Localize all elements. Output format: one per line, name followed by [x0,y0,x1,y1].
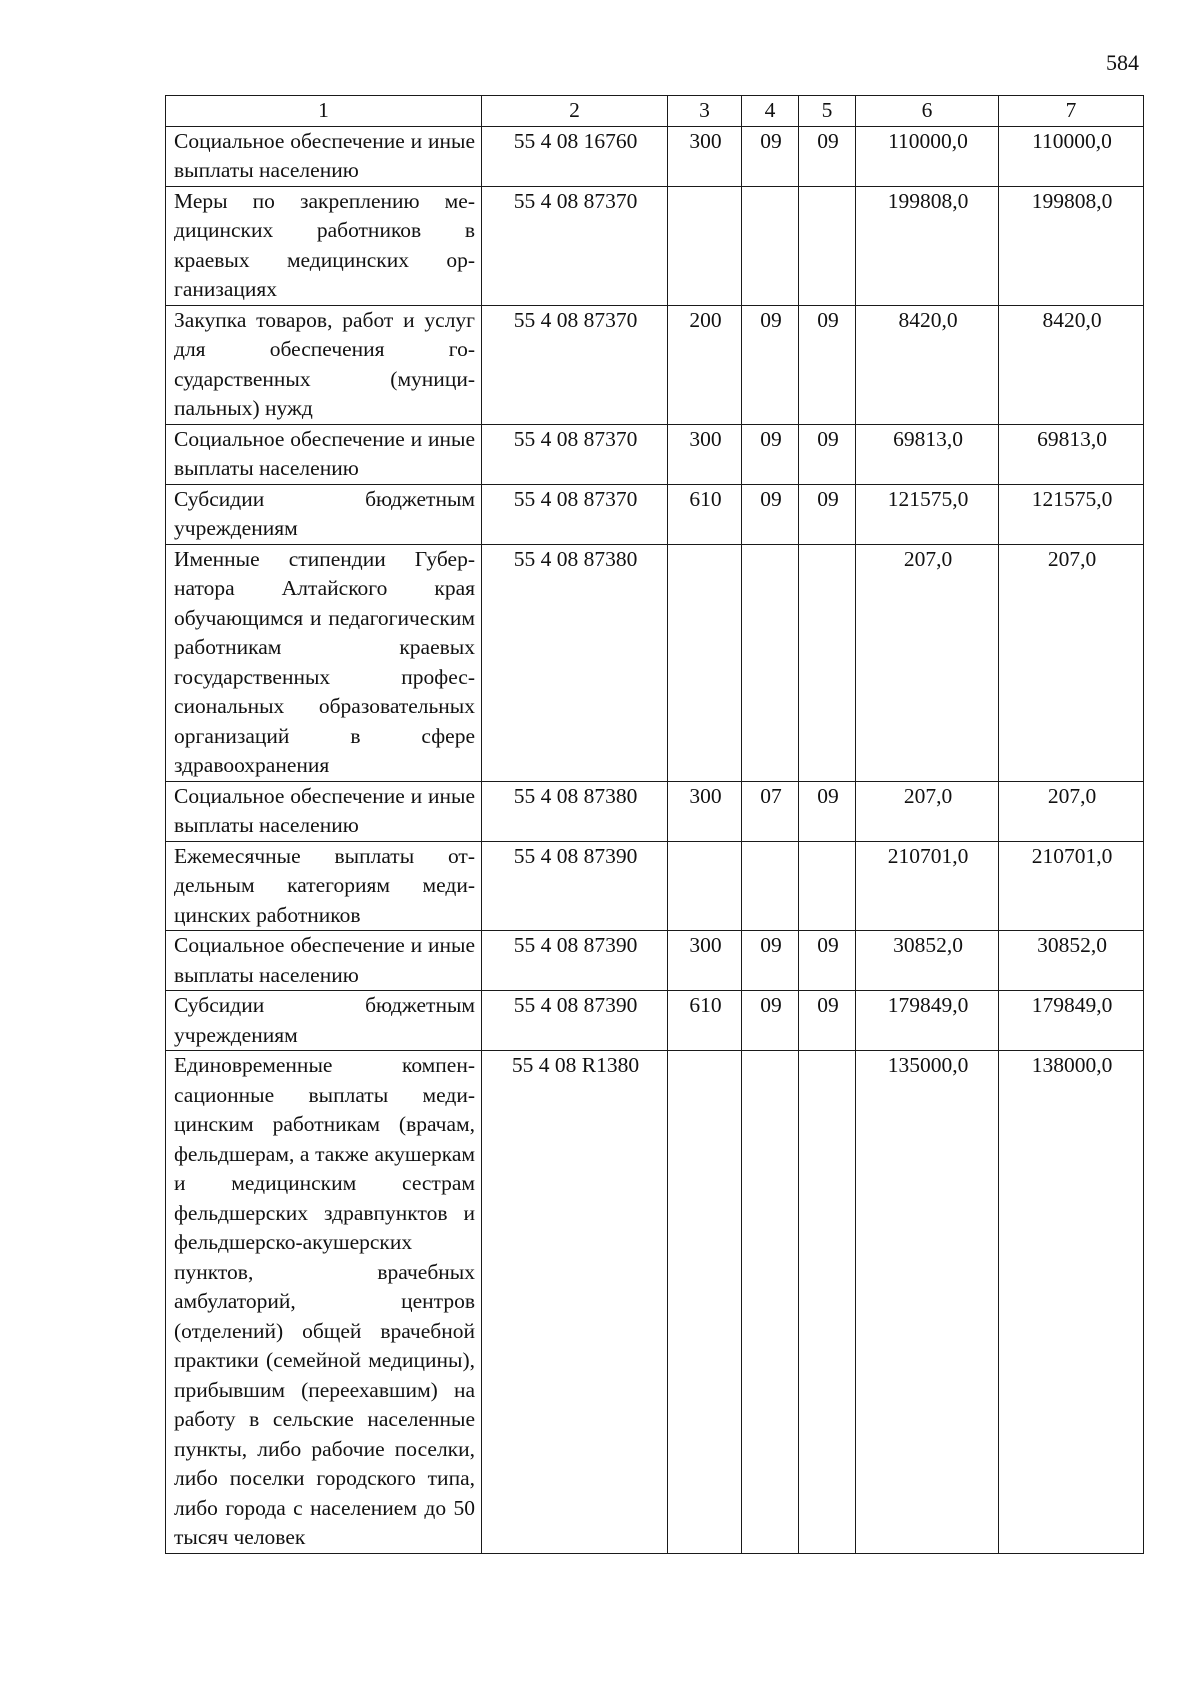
table-row [166,841,1144,931]
table-row [166,991,1144,1051]
subsection: 09 [799,931,856,991]
amount-col6: 8420,0 [856,305,999,424]
amount-col7: 8420,0 [999,305,1144,424]
column-header: 3 [668,96,742,127]
amount-col6: 199808,0 [856,186,999,305]
expense-type: 300 [668,781,742,841]
section: 09 [742,931,799,991]
section: 09 [742,484,799,544]
subsection [799,1051,856,1554]
item-name: Единовременные компенсационные выплаты медицинским работникам (врачам, фельдшерам, а также акушеркам и медицинским сестрам фельдшерских здравпунктов и фельдшерско-акушерских пунктов, врачебных амбулаторий, центров (отделений) общей врачебной практики (семейной медицины), прибывшим (переехавшим) на работу в сельские населенные пункты, либо рабочие поселки, либо поселки городского типа, либо города с населением до 50 тысяч человек [166,1051,482,1554]
amount-col7: 138000,0 [999,1051,1144,1554]
subsection [799,544,856,781]
target-code: 55 4 08 87380 [482,781,668,841]
item-name: Закупка товаров, работ и услуг для обеспечения государственных (муниципальных) нужд [166,305,482,424]
table-row [166,544,1144,781]
table-row [166,424,1144,484]
target-code: 55 4 08 87370 [482,305,668,424]
subsection [799,841,856,931]
subsection: 09 [799,484,856,544]
amount-col6: 210701,0 [856,841,999,931]
table-body [166,126,1144,1553]
amount-col6: 207,0 [856,544,999,781]
table-row [166,781,1144,841]
item-name: Ежемесячные выплаты отдельным категориям медицинских работников [166,841,482,931]
amount-col7: 199808,0 [999,186,1144,305]
table-row [166,186,1144,305]
item-name: Субсидии бюджетным учреждениям [166,991,482,1051]
expense-type [668,186,742,305]
item-name: Социальное обеспечение и иные выплаты населению [166,781,482,841]
table-row [166,126,1144,186]
target-code: 55 4 08 87370 [482,484,668,544]
expense-type: 300 [668,424,742,484]
amount-col6: 179849,0 [856,991,999,1051]
expense-type [668,841,742,931]
target-code: 55 4 08 87390 [482,841,668,931]
section [742,186,799,305]
item-name: Социальное обеспечение и иные выплаты населению [166,424,482,484]
column-header: 1 [166,96,482,127]
amount-col7: 69813,0 [999,424,1144,484]
section [742,544,799,781]
target-code: 55 4 08 R1380 [482,1051,668,1554]
amount-col7: 30852,0 [999,931,1144,991]
item-name: Субсидии бюджетным учреждениям [166,484,482,544]
column-header: 2 [482,96,668,127]
column-header: 5 [799,96,856,127]
amount-col6: 135000,0 [856,1051,999,1554]
section [742,841,799,931]
expense-type [668,544,742,781]
expense-type: 200 [668,305,742,424]
amount-col6: 110000,0 [856,126,999,186]
expense-type [668,1051,742,1554]
column-header: 7 [999,96,1144,127]
amount-col7: 210701,0 [999,841,1144,931]
item-name: Социальное обеспечение и иные выплаты населению [166,931,482,991]
expense-type: 300 [668,931,742,991]
table-row [166,1051,1144,1554]
budget-table [165,95,1144,1554]
target-code: 55 4 08 87390 [482,931,668,991]
page-number: 584 [1106,50,1139,75]
item-name: Меры по закреплению медицинских работников в краевых медицинских организациях [166,186,482,305]
target-code: 55 4 08 16760 [482,126,668,186]
table-row [166,305,1144,424]
target-code: 55 4 08 87370 [482,186,668,305]
target-code: 55 4 08 87390 [482,991,668,1051]
table-row [166,931,1144,991]
amount-col7: 110000,0 [999,126,1144,186]
amount-col7: 207,0 [999,544,1144,781]
section: 09 [742,305,799,424]
amount-col7: 179849,0 [999,991,1144,1051]
amount-col7: 121575,0 [999,484,1144,544]
amount-col6: 207,0 [856,781,999,841]
amount-col6: 30852,0 [856,931,999,991]
column-header: 4 [742,96,799,127]
item-name: Социальное обеспечение и иные выплаты населению [166,126,482,186]
section [742,1051,799,1554]
item-name: Именные стипендии Губернатора Алтайского края обучающимся и педагогическим работникам краевых государственных профессиональных образовательных организаций в сфере здравоохранения [166,544,482,781]
section: 09 [742,991,799,1051]
expense-type: 300 [668,126,742,186]
subsection: 09 [799,305,856,424]
table-row [166,484,1144,544]
subsection: 09 [799,424,856,484]
section: 09 [742,126,799,186]
subsection: 09 [799,126,856,186]
column-header: 6 [856,96,999,127]
section: 09 [742,424,799,484]
expense-type: 610 [668,991,742,1051]
amount-col6: 69813,0 [856,424,999,484]
section: 07 [742,781,799,841]
amount-col6: 121575,0 [856,484,999,544]
target-code: 55 4 08 87380 [482,544,668,781]
expense-type: 610 [668,484,742,544]
target-code: 55 4 08 87370 [482,424,668,484]
table-header-row [166,96,1144,127]
subsection: 09 [799,781,856,841]
subsection [799,186,856,305]
amount-col7: 207,0 [999,781,1144,841]
subsection: 09 [799,991,856,1051]
